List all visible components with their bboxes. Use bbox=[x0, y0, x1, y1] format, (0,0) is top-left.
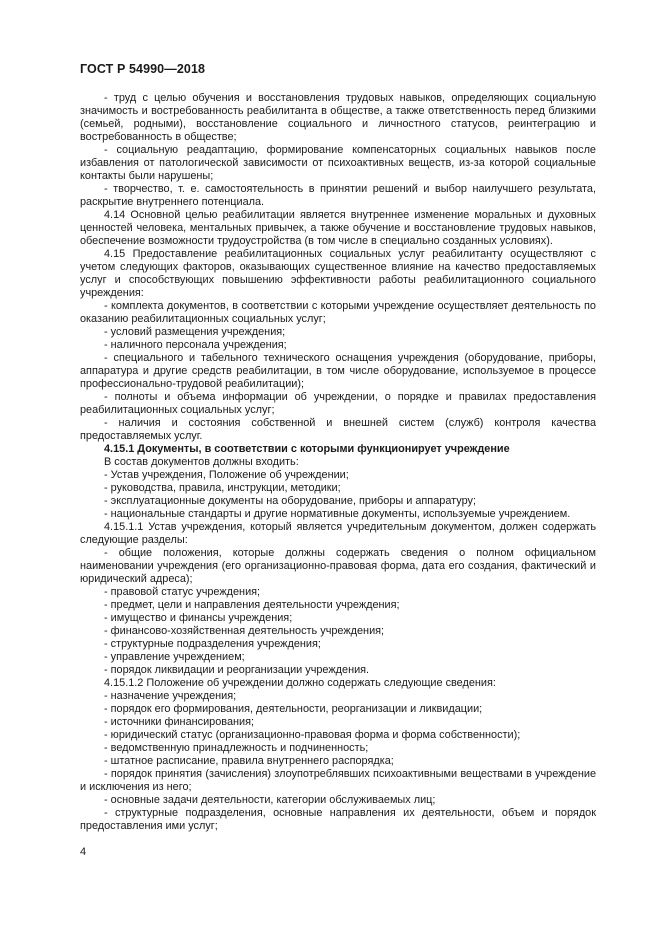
paragraph: - Устав учреждения, Положение об учреждении; bbox=[104, 469, 349, 481]
paragraph: - полноты и объема информации об учреждении, о порядке и правилах предоставления реабилитационных социальных услуг; bbox=[80, 391, 596, 416]
paragraph: 4.15.1.2 Положение об учреждении должно содержать следующие сведения: bbox=[104, 677, 496, 689]
paragraph: - наличия и состояния собственной и внешней систем (служб) контроля качества предоставляемых услуг. bbox=[80, 417, 596, 442]
paragraph: - имущество и финансы учреждения; bbox=[104, 612, 293, 624]
page-number: 4 bbox=[80, 846, 87, 858]
paragraph: - порядок ликвидации и реорганизации учреждения. bbox=[104, 664, 370, 676]
paragraph: - юридический статус (организационно-правовая форма и форма собственности); bbox=[104, 729, 521, 741]
paragraph: - структурные подразделения учреждения; bbox=[104, 638, 321, 650]
paragraph: - национальные стандарты и другие нормативные документы, используемые учреждением. bbox=[104, 508, 571, 520]
paragraph: - труд с целью обучения и восстановления трудовых навыков, определяющих социальную значимость и востребованность реабилитанта в обществе, а также ответственность перед близкими (семьей, родными), восстановление социального и личностного статусов, реинтеграцию и востребованность в обществе; bbox=[80, 92, 596, 143]
paragraph: - эксплуатационные документы на оборудование, приборы и аппаратуру; bbox=[104, 495, 476, 507]
paragraph: 4.15 Предоставление реабилитационных социальных услуг реабилитанту осуществляют с учетом следующих факторов, оказывающих существенное влияние на качество предоставляемых услуг и способствующих повышению эффективности работы реабилитационного социального учреждения: bbox=[80, 248, 596, 299]
paragraph: - наличного персонала учреждения; bbox=[104, 339, 287, 351]
paragraph: 4.15.1.1 Устав учреждения, который является учредительным документом, должен содержать следующие разделы: bbox=[80, 521, 596, 546]
paragraph: - ведомственную принадлежность и подчиненность; bbox=[104, 742, 369, 754]
paragraph: - назначение учреждения; bbox=[104, 690, 237, 702]
document-header: ГОСТ Р 54990—2018 bbox=[80, 62, 206, 76]
paragraph: - порядок принятия (зачисления) злоупотреблявших психоактивными веществами в учреждение и исключения из него; bbox=[80, 768, 596, 793]
paragraph: - условий размещения учреждения; bbox=[104, 326, 286, 338]
paragraph: 4.14 Основной целью реабилитации является внутреннее изменение моральных и духовных ценностей человека, ментальных привычек, а также обучение и восстановление трудовых навыков, обеспечение возможности трудоустройства (в том числе в специально созданных условиях). bbox=[80, 209, 596, 247]
paragraph: - комплекта документов, в соответствии с которыми учреждение осуществляет деятельность по оказанию реабилитационных социальных услуг; bbox=[80, 300, 596, 325]
paragraph: - источники финансирования; bbox=[104, 716, 255, 728]
paragraph: - общие положения, которые должны содержать сведения о полном официальном наименовании учреждения (его организационно-правовая форма, дата его создания, фактический и юридический адреса); bbox=[80, 547, 596, 585]
document-body bbox=[80, 92, 596, 833]
paragraph: - руководства, правила, инструкции, методики; bbox=[104, 482, 341, 494]
paragraph: - финансово-хозяйственная деятельность учреждения; bbox=[104, 625, 385, 637]
paragraph: - штатное расписание, правила внутреннего распорядка; bbox=[104, 755, 394, 767]
paragraph: - социальную реадаптацию, формирование компенсаторных социальных навыков после избавления от патологической зависимости от психоактивных веществ, из-за которой социальные контакты были нарушены; bbox=[80, 144, 596, 182]
paragraph: В состав документов должны входить: bbox=[104, 456, 299, 468]
paragraph: - структурные подразделения, основные направления их деятельности, объем и порядок предоставления ими услуг; bbox=[80, 807, 596, 832]
section-heading: 4.15.1 Документы, в соответствии с которыми функционирует учреждение bbox=[104, 443, 510, 455]
paragraph: - творчество, т. е. самостоятельность в принятии решений и выбор наилучшего результата, раскрытие внутреннего потенциала. bbox=[80, 183, 596, 208]
paragraph: - управление учреждением; bbox=[104, 651, 245, 663]
paragraph: - порядок его формирования, деятельности, реорганизации и ликвидации; bbox=[104, 703, 483, 715]
paragraph: - основные задачи деятельности, категории обслуживаемых лиц; bbox=[104, 794, 436, 806]
paragraph: - правовой статус учреждения; bbox=[104, 586, 261, 598]
paragraph: - специального и табельного технического оснащения учреждения (оборудование, приборы, аппаратура и другие средств реабилитации, в том числе оборудование, используемое в процессе профессионально-трудовой реабилитации); bbox=[80, 352, 596, 390]
paragraph: - предмет, цели и направления деятельности учреждения; bbox=[104, 599, 400, 611]
